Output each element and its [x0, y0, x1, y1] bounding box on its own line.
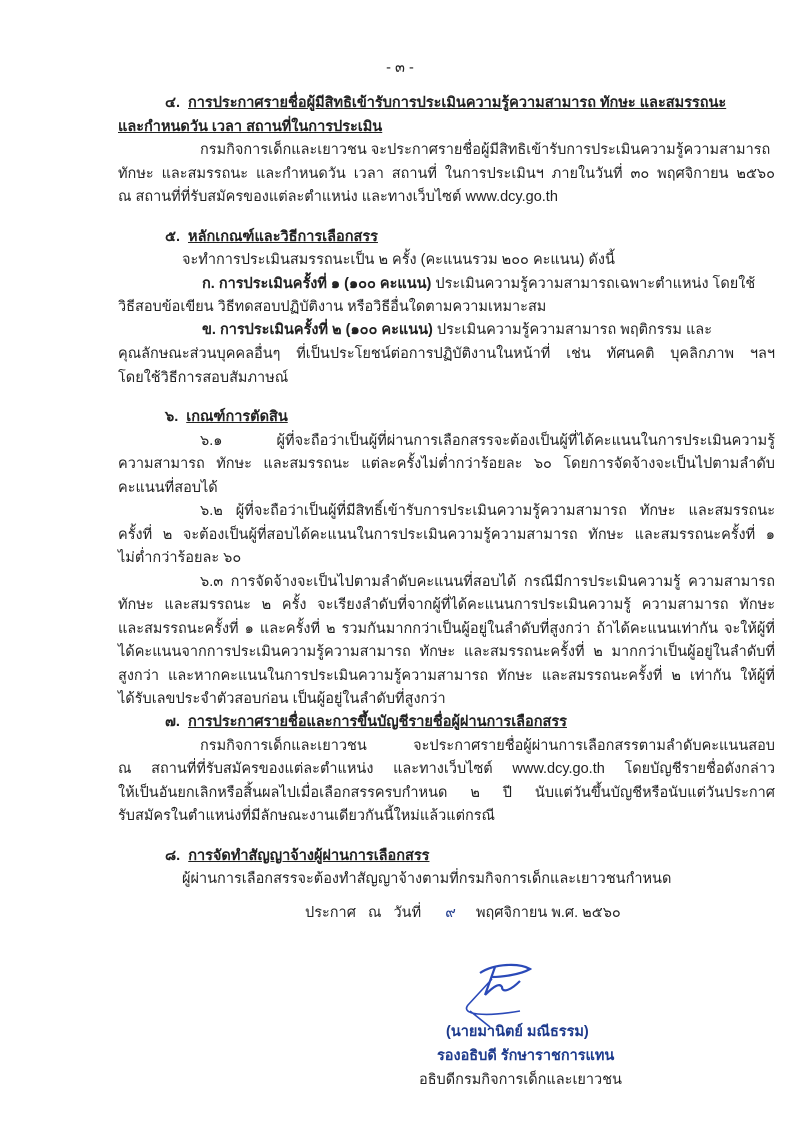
paragraph-line: ครั้งที่ ๒ จะต้องเป็นผู้ที่สอบได้คะแนนในการประเมินความรู้ความสามารถ ทักษะ และสมรรถนะครั้งที่ ๑ — [118, 527, 775, 543]
paragraph-line: ๖.๒ ผู้ที่จะถือว่าเป็นผู้ที่มีสิทธิ์เข้ารับการประเมินความรู้ความสามารถ ทักษะ และสมรรถนะ — [200, 503, 775, 519]
criterion-b-title: ข. การประเมินครั้งที่ ๒ (๑๐๐ คะแนน) — [202, 322, 433, 338]
paragraph-line: ได้รับเลขประจำตัวสอบก่อน เป็นผู้อยู่ในลำดับที่สูงกว่า — [118, 691, 446, 707]
section-title: เกณฑ์การตัดสิน — [186, 409, 288, 425]
criterion-a-text: ประเมินความรู้ความสามารถเฉพาะตำแหน่ง โดยใช้ — [431, 276, 756, 292]
page-number: - ๓ - — [386, 60, 414, 76]
section-title: และกำหนดวัน เวลา สถานที่ในการประเมิน — [118, 119, 383, 135]
paragraph-line: ๖.๑ ผู้ที่จะถือว่าเป็นผู้ที่ผ่านการเลือกสรรจะต้องเป็นผู้ที่ได้คะแนนในการประเมินความรู้ — [200, 433, 775, 449]
section-number: ๗. — [165, 714, 180, 730]
criterion-b-text: ประเมินความรู้ความสามารถ พฤติกรรม และ — [432, 322, 712, 338]
signatory-position: รองอธิบดี รักษาราชการแทน — [437, 1048, 615, 1064]
signature-image — [440, 955, 550, 1030]
paragraph-line: กรมกิจการเด็กและเยาวชน จะประกาศรายชื่อผู้มีสิทธิเข้ารับการประเมินความรู้ความสามารถ — [200, 142, 771, 158]
paragraph-line: คะแนนที่สอบได้ — [118, 480, 218, 496]
section-title: หลักเกณฑ์และวิธีการเลือกสรร — [188, 229, 378, 245]
section-8-heading — [165, 846, 429, 866]
paragraph-line: ได้คะแนนจากการประเมินความรู้ความสามารถ ทักษะ และสมรรถนะครั้งที่ ๒ มากกว่าเป็นผู้อยู่ในลำดับที่ — [118, 644, 775, 660]
paragraph-line: จะทำการประเมินสมรรถนะเป็น ๒ ครั้ง (คะแนนรวม ๒๐๐ คะแนน) ดังนี้ — [182, 252, 615, 268]
section-title: การประกาศรายชื่อผู้มีสิทธิเข้ารับการประเมินความรู้ความสามารถ ทักษะ และสมรรถนะ — [188, 95, 727, 111]
announcement-date — [305, 903, 621, 923]
signatory-organization: อธิบดีกรมกิจการเด็กและเยาวชน — [419, 1072, 622, 1088]
paragraph-line: ณ สถานที่ที่รับสมัครของแต่ละตำแหน่ง และทางเว็บไซต์ www.dcy.go.th โดยบัญชีรายชื่อดังกล่าว — [118, 761, 775, 777]
paragraph-line: รับสมัครในตำแหน่งที่มีลักษณะงานเดียวกันนี้ใหม่แล้วแต่กรณี — [118, 808, 496, 824]
signatory-name: (นายมานิตย์ มณีธรรม) — [446, 1024, 589, 1040]
paragraph-line: ทักษะ และสมรรถนะ และกำหนดวัน เวลา สถานที่ ในการประเมินฯ ภายในวันที่ ๓๐ พฤศจิกายน ๒๕๖๐ — [118, 166, 775, 182]
paragraph-line: ผู้ผ่านการเลือกสรรจะต้องทำสัญญาจ้างตามที่กรมกิจการเด็กและเยาวชนกำหนด — [182, 871, 672, 887]
announce-suffix: พฤศจิกายน พ.ศ. ๒๕๖๐ — [475, 905, 621, 921]
section-5-heading — [165, 227, 378, 247]
paragraph-line: ๖.๓ การจัดจ้างจะเป็นไปตามลำดับคะแนนที่สอบได้ กรณีมีการประเมินความรู้ ความสามารถ — [200, 574, 775, 590]
paragraph-line: วิธีสอบข้อเขียน วิธีทดสอบปฏิบัติงาน หรือวิธีอื่นใดตามความเหมาะสม — [118, 299, 547, 315]
criterion-a-title: ก. การประเมินครั้งที่ ๑ (๑๐๐ คะแนน) — [202, 276, 432, 292]
paragraph-line: ความสามารถ ทักษะ และสมรรถนะ แต่ละครั้งไม่ต่ำกว่าร้อยละ ๖๐ โดยการจัดจ้างจะเป็นไปตามลำดับ — [118, 456, 775, 472]
section-number: ๘. — [165, 848, 181, 864]
criterion-a — [202, 274, 755, 294]
paragraph-line: กรมกิจการเด็กและเยาวชน จะประกาศรายชื่อผู้ผ่านการเลือกสรรตามลำดับคะแนนสอบ — [200, 738, 775, 754]
announce-day: ๙ — [445, 905, 456, 921]
paragraph-line: โดยใช้วิธีการสอบสัมภาษณ์ — [118, 370, 289, 386]
section-title: การประกาศรายชื่อและการขึ้นบัญชีรายชื่อผู้ผ่านการเลือกสรร — [187, 714, 567, 730]
paragraph-line: และสมรรถนะครั้งที่ ๑ และครั้งที่ ๒ รวมกันมากกว่าเป็นผู้อยู่ในลำดับที่สูงกว่า ถ้าได้คะแนนเท่ากัน จะให้ผู้ที่ — [118, 621, 775, 637]
paragraph-line: ให้เป็นอันยกเลิกหรือสิ้นผลไปเมื่อเลือกสรรครบกำหนด ๒ ปี นับแต่วันขึ้นบัญชีหรือนับแต่วันประกาศ — [118, 785, 775, 801]
announce-prefix: ประกาศ ณ วันที่ — [305, 905, 422, 921]
section-6-heading — [165, 407, 288, 427]
section-title: การจัดทำสัญญาจ้างผู้ผ่านการเลือกสรร — [188, 848, 430, 864]
paragraph-line: ไม่ต่ำกว่าร้อยละ ๖๐ — [118, 550, 242, 566]
section-4-heading-cont — [118, 117, 382, 137]
section-7-heading — [165, 712, 567, 732]
section-4-heading — [165, 93, 726, 113]
paragraph-line: ทักษะ และสมรรถนะ ๒ ครั้ง จะเรียงลำดับที่จากผู้ที่ได้คะแนนการประเมินความรู้ ความสามารถ ทักษะ — [118, 597, 775, 613]
paragraph-line: ณ สถานที่ที่รับสมัครของแต่ละตำแหน่ง และทางเว็บไซต์ www.dcy.go.th — [118, 189, 558, 205]
section-number: ๕. — [165, 229, 181, 245]
paragraph-line: คุณลักษณะส่วนบุคคลอื่นๆ ที่เป็นประโยชน์ต่อการปฏิบัติงานในหน้าที่ เช่น ทัศนคติ บุคลิกภาพ ฯลฯ — [118, 346, 775, 362]
section-number: ๔. — [165, 95, 181, 111]
paragraph-line: สูงกว่า และหากคะแนนในการประเมินความรู้ความสามารถ ทักษะ และสมรรถนะครั้งที่ ๒ เท่ากัน ให้ผู้ที่ — [118, 668, 775, 684]
section-number: ๖. — [165, 409, 179, 425]
criterion-b — [202, 320, 712, 340]
